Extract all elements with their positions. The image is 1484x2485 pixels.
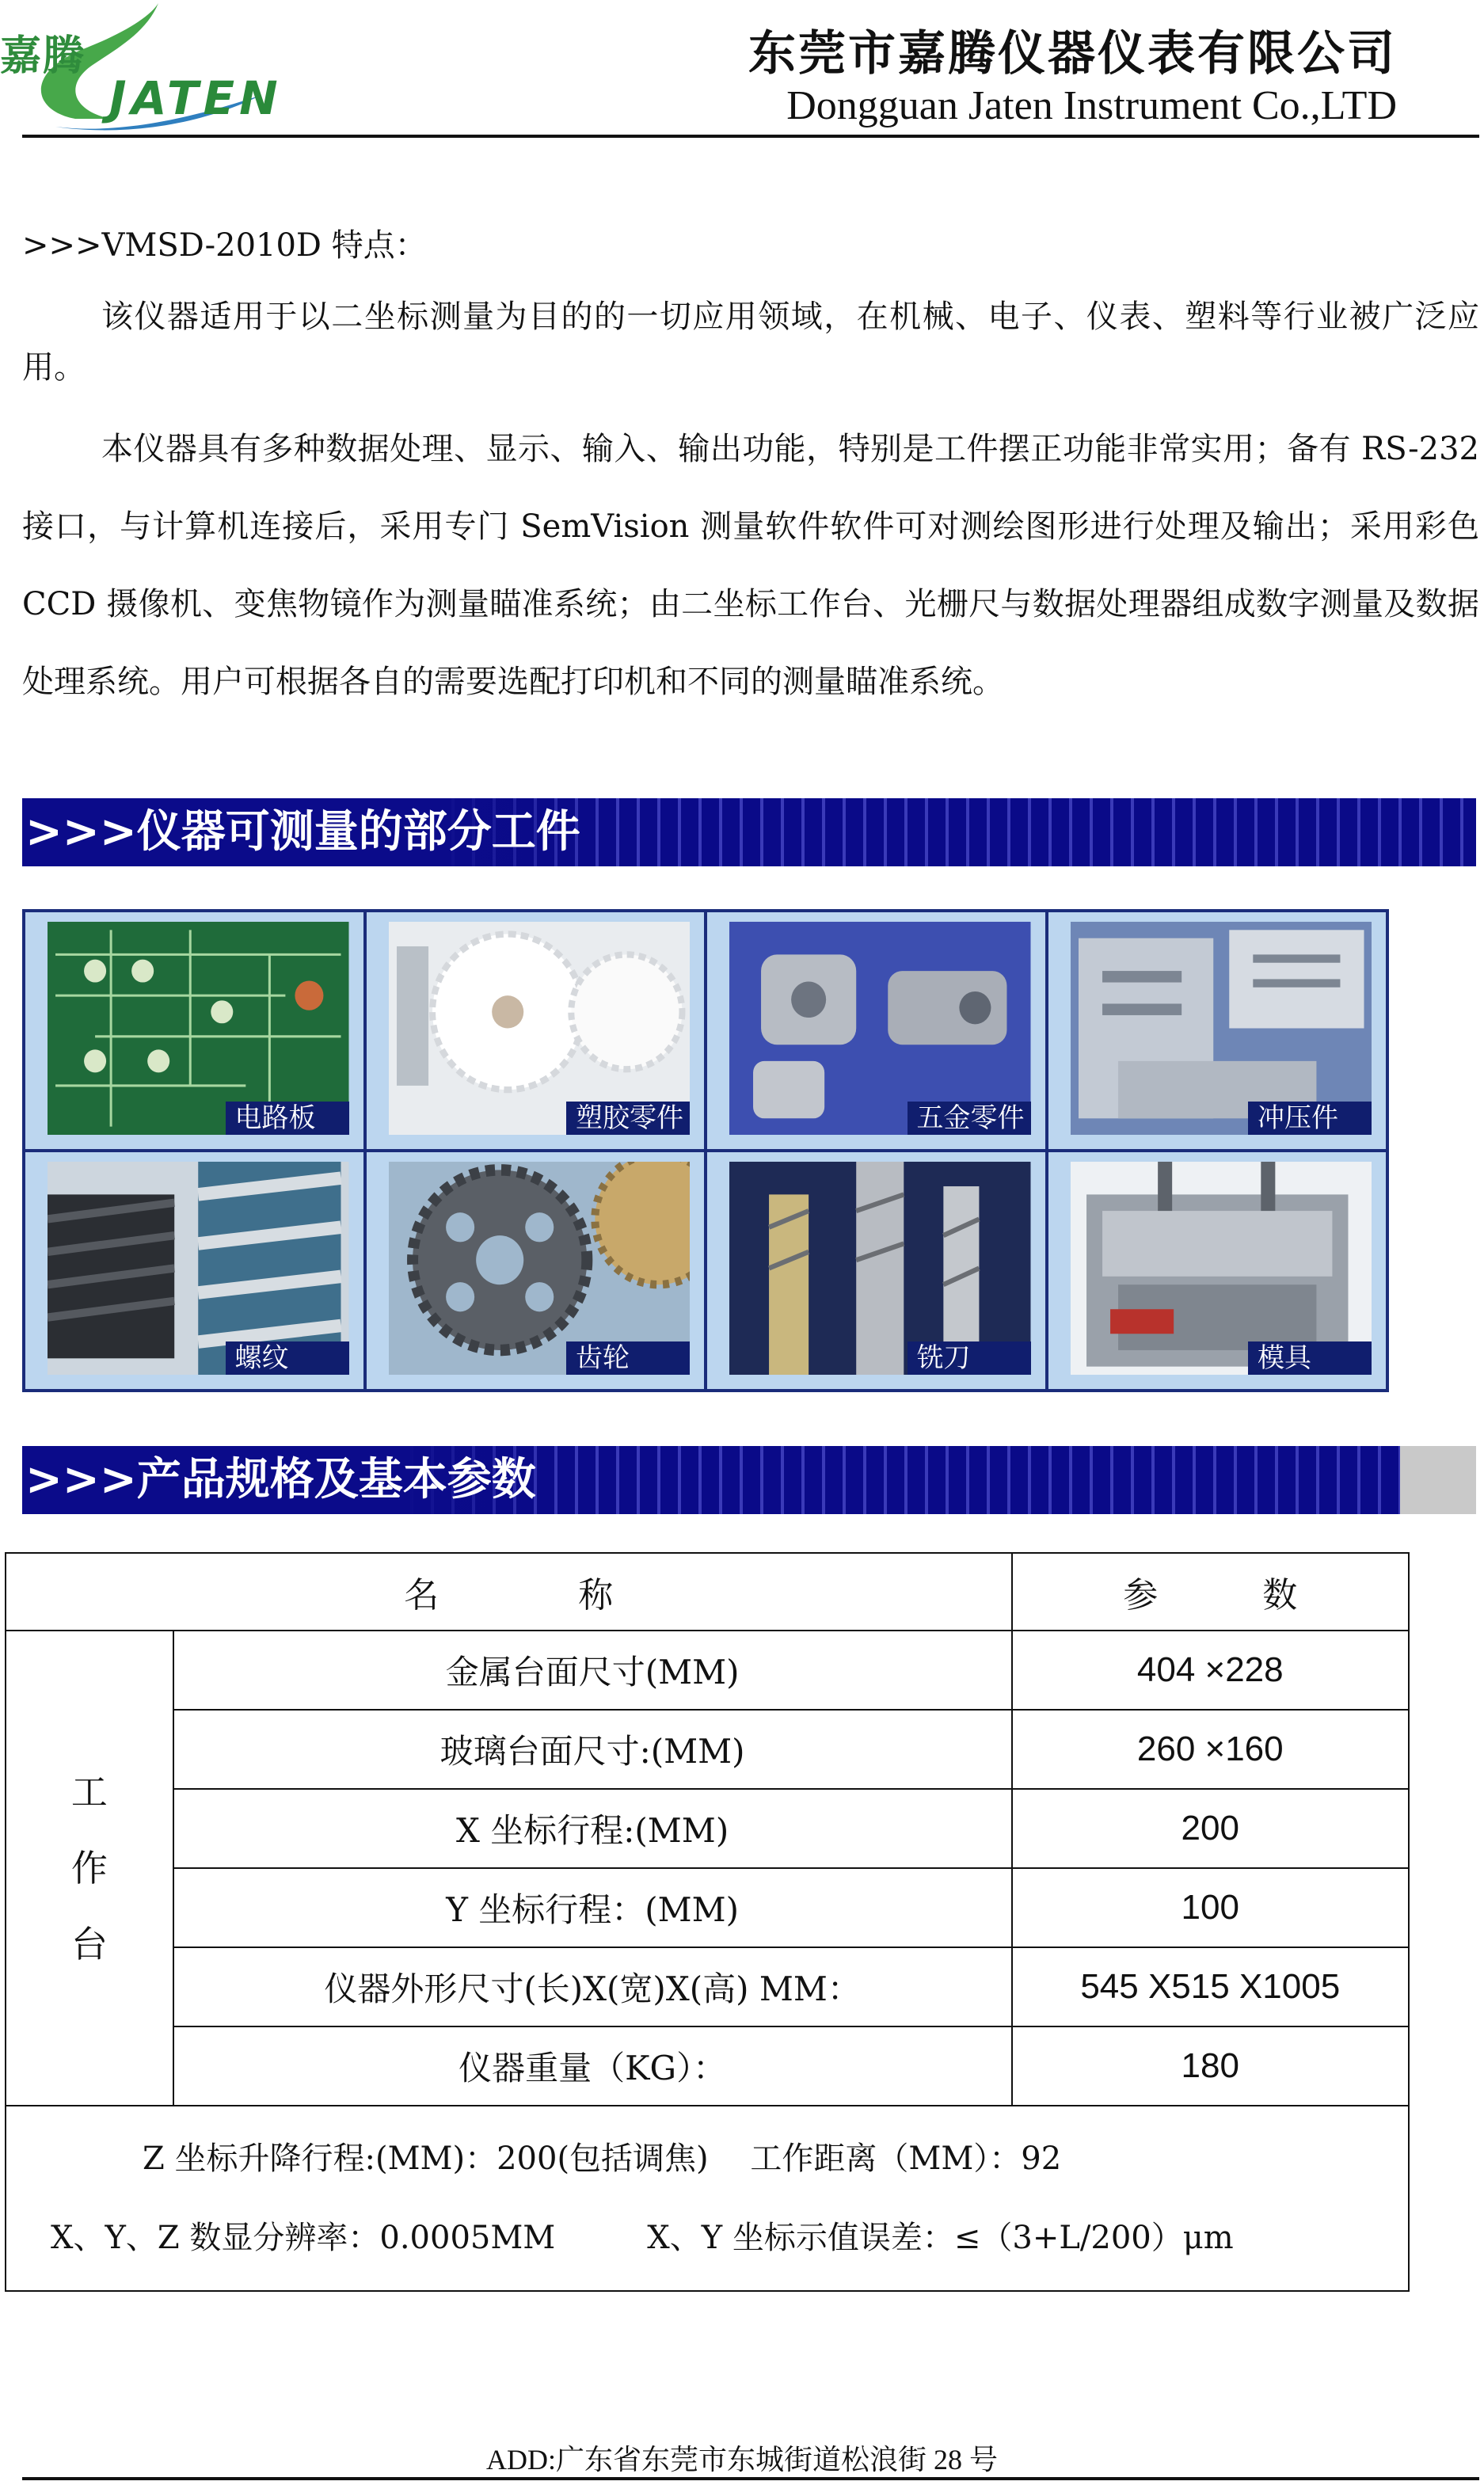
note-line-2 [6, 2198, 1408, 2278]
gallery-caption: 塑胶零件 [566, 1102, 690, 1135]
specs-section-title: >>>产品规格及基本参数 [22, 1446, 568, 1514]
spec-value: 260 ×160 [1012, 1710, 1410, 1789]
spec-value: 404 ×228 [1012, 1631, 1410, 1710]
workbench-group-label: 工 作 台 [6, 1631, 173, 2106]
gallery-caption: 螺纹 [226, 1341, 349, 1375]
spec-name: Y 坐标行程：(MM) [173, 1868, 1012, 1947]
note-line-1: Z 坐标升降行程:(MM)：200(包括调焦) 工作距离（MM）：92 [143, 2141, 1062, 2177]
logo-english-text: JATEN [109, 71, 283, 125]
workpieces-section-bar [22, 798, 1476, 866]
resolution-note: X、Y、Z 数显分辨率：0.0005MM [51, 2220, 556, 2256]
workpieces-section-title: >>>仪器可测量的部分工件 [22, 798, 612, 866]
gallery-item-hardware-parts [707, 912, 1045, 1149]
gallery-item-stamping-parts [1048, 912, 1387, 1149]
specs-section-bar [22, 1446, 1400, 1514]
company-logo [0, 0, 301, 135]
spec-value: 100 [1012, 1868, 1410, 1947]
table-row [6, 1710, 1409, 1789]
column-header-name: 名 称 [6, 1553, 1012, 1631]
table-row [6, 1789, 1409, 1868]
gallery-item-plastic-parts [367, 912, 705, 1149]
features-heading: >>>VMSD-2010D 特点： [22, 227, 427, 264]
header-divider [22, 135, 1479, 138]
gallery-caption: 模具 [1248, 1341, 1372, 1375]
spec-value: 180 [1012, 2026, 1410, 2106]
gallery-caption: 齿轮 [566, 1341, 690, 1375]
column-header-value: 参 数 [1012, 1553, 1410, 1631]
table-note-row [6, 2106, 1409, 2291]
spec-table [5, 1552, 1410, 2292]
spec-name: 仪器重量（KG）： [173, 2026, 1012, 2106]
specs-section-bar-end [1400, 1446, 1476, 1514]
spec-notes [6, 2106, 1409, 2291]
company-name-cn: 东莞市嘉腾仪器仪表有限公司 [748, 26, 1397, 82]
table-header-row [6, 1553, 1409, 1631]
spec-name: X 坐标行程:(MM) [173, 1789, 1012, 1868]
gallery-caption: 冲压件 [1248, 1102, 1372, 1135]
spec-name: 金属台面尺寸(MM) [173, 1631, 1012, 1710]
gallery-item-gear [367, 1152, 705, 1389]
footer-divider [22, 2477, 1479, 2480]
company-name-en: Dongguan Jaten Instrument Co.,LTD [786, 83, 1397, 128]
intro-paragraph-1: 该仪器适用于以二坐标测量为目的的一切应用领域，在机械、电子、仪表、塑料等行业被广泛应用。 [22, 299, 1479, 386]
gallery-item-circuit-board [25, 912, 363, 1149]
table-row [6, 1868, 1409, 1947]
gallery-item-thread [25, 1152, 363, 1389]
table-row [6, 1631, 1409, 1710]
table-row [6, 2026, 1409, 2106]
table-row [6, 1947, 1409, 2026]
logo-chinese-text: 嘉腾 [0, 32, 86, 80]
gallery-item-milling-cutter [707, 1152, 1045, 1389]
gallery-item-mold [1048, 1152, 1387, 1389]
gallery-caption: 电路板 [226, 1102, 349, 1135]
gallery-caption: 铣刀 [908, 1341, 1031, 1375]
error-note: X、Y 坐标示值误差：≤（3+L/200）μm [647, 2220, 1234, 2256]
intro-paragraph-2: 本仪器具有多种数据处理、显示、输入、输出功能，特别是工件摆正功能非常实用；备有 RS-232 接口，与计算机连接后，采用专门 SemVision 测量软件软件可对测绘图形进行处理及输出；采用彩色 CCD 摄像机、变焦物镜作为测量瞄准系统；由二坐标工作台、光栅尺与数据处理器组成数字测量及数据处理系统。用户可根据各自的需要选配打印机和不同的测量瞄准系统。 [22, 431, 1479, 700]
spec-name: 玻璃台面尺寸:(MM) [173, 1710, 1012, 1789]
spec-value: 200 [1012, 1789, 1410, 1868]
gallery-caption: 五金零件 [908, 1102, 1031, 1135]
spec-name: 仪器外形尺寸(长)X(宽)X(高) MM： [173, 1947, 1012, 2026]
workpiece-gallery [22, 909, 1389, 1392]
spec-value: 545 X515 X1005 [1012, 1947, 1410, 2026]
footer-address: ADD:广东省东莞市东城街道松浪街 28 号 [486, 2444, 998, 2475]
